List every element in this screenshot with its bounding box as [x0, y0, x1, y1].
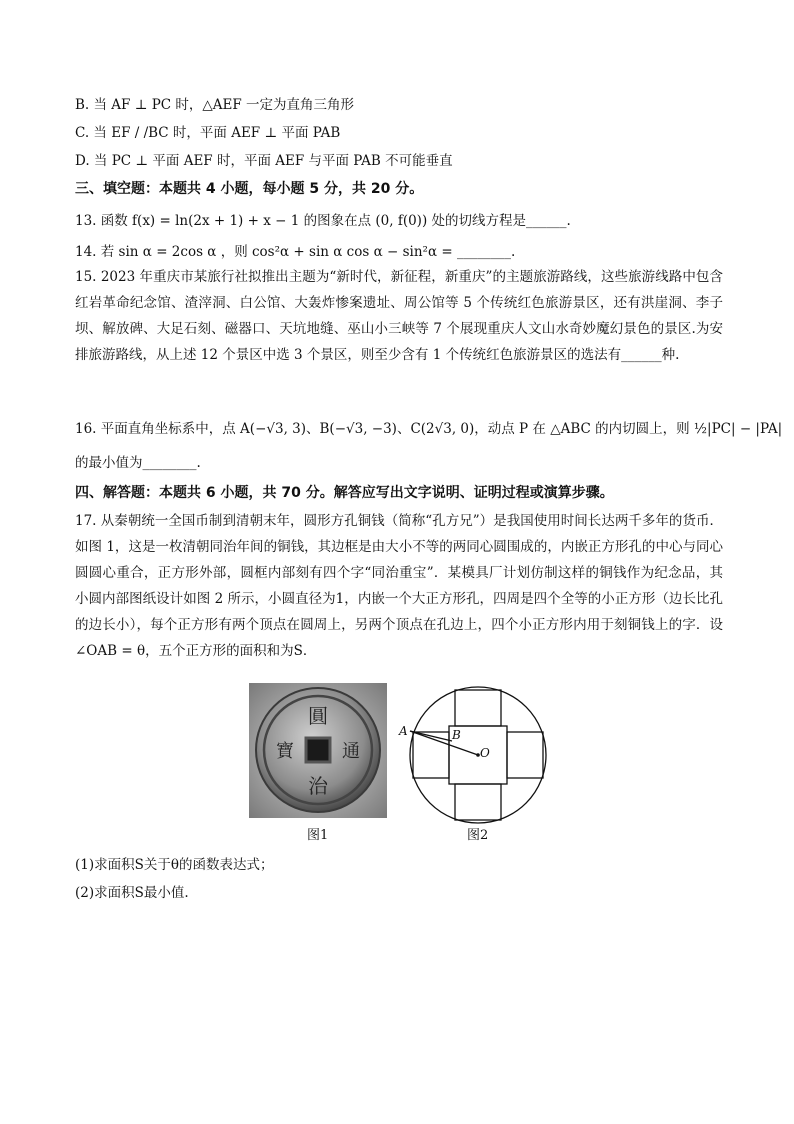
section-3-heading: 三、填空题：本题共 4 小题，每小题 5 分，共 20 分。	[75, 181, 424, 197]
coin-char-top: 圓	[308, 704, 328, 728]
question-16-line2: 的最小值为________.	[75, 455, 201, 471]
option-c: C. 当 EF / /BC 时，平面 AEF ⊥ 平面 PAB	[75, 125, 341, 141]
question-13: 13. 函数 f(x) = ln(2x + 1) + x − 1 的图象在点 (0, f(0)) 处的切线方程是______.	[75, 213, 571, 229]
question-17: 17. 从秦朝统一全国币制到清朝末年，圆形方孔铜钱（简称“孔方兄”）是我国使用时间长达两千多年的货币．如图 1，这是一枚清朝同治年间的铜钱，其边框是由大小不等的两同心圆围成的，内嵌正方形孔的中心与同心圆圆心重合，正方形外部，圆框内部刻有四个字“同治重宝”．某模具厂计划仿制这样的铜钱作为纪念品，其小圆内部图纸设计如图 2 所示，小圆直径为1，内嵌一个大正方形孔，四周是四个全等的小正方形（边长比孔的边长小），每个正方形有两个顶点在圆周上，另两个顶点在孔边上，四个小正方形内用于刻铜钱上的字．设 ∠OAB = θ，五个正方形的面积和为S．	[75, 513, 723, 659]
label-o: O	[480, 746, 490, 760]
coin-char-left: 寶	[276, 741, 294, 762]
question-14: 14. 若 sin α = 2cos α ，则 cos²α + sin α cos α − sin²α = ________.	[75, 244, 516, 260]
question-16-line1: 16. 平面直角坐标系中，点 A(−√3, 3)、B(−√3, −3)、C(2√3, 0)，动点 P 在 △ABC 的内切圆上，则 ½|PC| − |PA|	[75, 421, 783, 437]
coin-char-right: 通	[342, 741, 360, 762]
figure-2-diagram	[396, 680, 556, 825]
option-d: D. 当 PC ⊥ 平面 AEF 时，平面 AEF 与平面 PAB 不可能垂直	[75, 153, 453, 169]
figure-1-coin-image	[249, 683, 387, 818]
section-4-heading: 四、解答题：本题共 6 小题，共 70 分。解答应写出文字说明、证明过程或演算步骤。	[75, 485, 614, 501]
option-b: B. 当 AF ⊥ PC 时，△AEF 一定为直角三角形	[75, 97, 355, 113]
question-15: 15. 2023 年重庆市某旅行社拟推出主题为“新时代，新征程，新重庆”的主题旅游路线，这些旅游线路中包含红岩革命纪念馆、渣滓洞、白公馆、大轰炸惨案遗址、周公馆等 5 个传统红色旅游景区，还有洪崖洞、李子坝、解放碑、大足石刻、磁器口、天坑地缝、巫山小三峡等 7 个展现重庆人文山水奇妙魔幻景色的景区.为安排旅游路线，从上述 12 个景区中选 3 个景区，则至少含有 1 个传统红色旅游景区的选法有______种.	[75, 269, 723, 363]
sub-question-2: (2)求面积S最小值.	[75, 885, 189, 901]
figure-1-caption: 图1	[307, 828, 329, 843]
figure-2-caption: 图2	[467, 828, 489, 843]
coin-char-bottom: 治	[308, 774, 328, 798]
sub-question-1: (1)求面积S关于θ的函数表达式；	[75, 857, 274, 873]
label-a: A	[399, 724, 408, 738]
label-b: B	[452, 728, 461, 742]
